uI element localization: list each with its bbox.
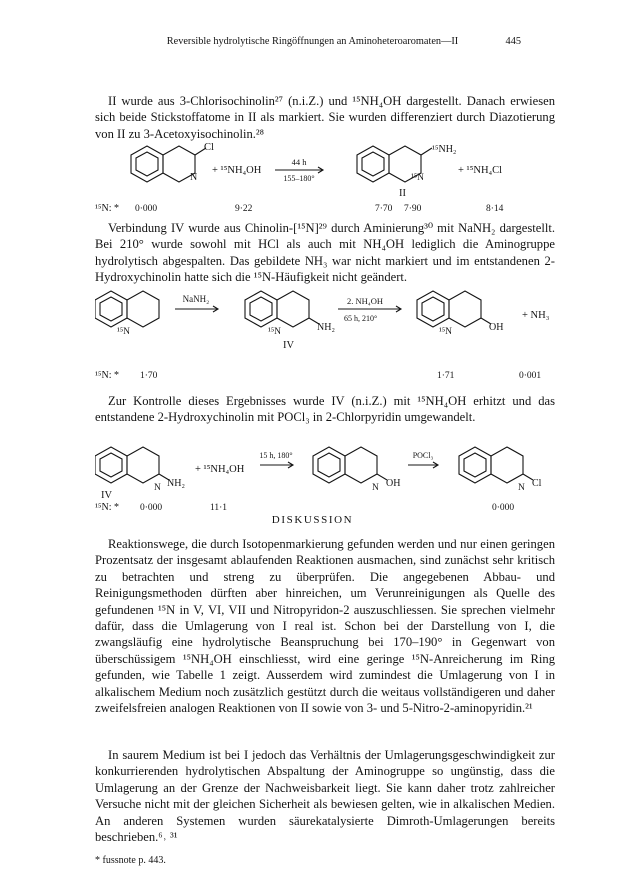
- ring-15n-label: ¹⁵N: [439, 327, 453, 337]
- paragraph-1: II wurde aus 3-Chlorisochinolin²⁷ (n.i.Z.) und ¹⁵NH₄OH dargestellt. Danach erwiesen sich beide Stickstoffatome in II als markiert. Sie wurden differenziert durch Diazotierung von II zu 3-Acetoxyisochinolin.²⁸: [95, 94, 555, 141]
- arrow-reagent-pocl3: POCl₃: [412, 451, 434, 460]
- arrow-condition-bottom: 155–180°: [283, 174, 315, 183]
- n15-value: 0·000: [135, 204, 158, 214]
- arrow-conditions: 15 h, 180°: [259, 451, 293, 460]
- n15-row-label: ¹⁵N: *: [95, 203, 119, 214]
- paragraph-5: In saurem Medium ist bei I jedoch das Verhältnis der Umlagerungsgeschwindigkeit zur konkurrierenden hydrolytischen Abspaltung der Aminogruppe so ungünstig, dass die Umlagerung an der Grenze der Nachweisbarkeit liegt. Sie kann daher trotz zahlreicher Versuche nicht mit der gleichen Sicherheit als bewiesen gelten, wie in alkalischen Medien. An anderen Systemen wurden säurekatalysierte Dimroth-Umlagerungen bereits beschrieben.⁶˒ ³¹: [95, 748, 555, 845]
- ring-n-label: N: [518, 483, 525, 493]
- ring-n-label: N: [372, 483, 379, 493]
- ring-15n-label: ¹⁵N: [268, 327, 282, 337]
- compound-label-ii: II: [399, 188, 406, 199]
- reaction-scheme-2: [95, 288, 565, 386]
- arrow-step-2: 2. NH₄OH: [347, 296, 384, 306]
- compound-label-iv: IV: [101, 490, 113, 501]
- reagent-nh4oh: + ¹⁵NH₄OH: [212, 165, 262, 176]
- reaction-scheme-1: [95, 142, 565, 214]
- paragraph-4: Reaktionswege, die durch Isotopenmarkierung gefunden werden und nur einen geringen Prozentsatz der insgesamt ablaufenden Reaktionen ausmachen, sind zunächst sehr kritisch zu betrachten und streng zu überprüfen. Die angegebenen Abbau- und Reinigungsmethoden dürften aber hinreichen, um Verunreinigungen als Quelle des gefundenen ¹⁵N in V, VI, VII und Nitropyridon-2 auszuschliessen. Sie sprechen vielmehr dafür, dass die Umlagerung von I real ist. Schon bei der Darstellung von I, die zwangsläufig eine hydrolytische Beanspruchung bei 170–190° in Gegenwart von überschüssigem ¹⁵NH₄OH einschliesst, wird eine geringe ¹⁵N-Anreicherung im Ring gefunden, wie Tabelle 1 zeigt. Ausserdem wird zumindest die Umlagerung von I in alkalischem Medium noch zusätzlich gestützt durch die weitaus vollständigeren und daher zweifelsfreien analogen Reaktionen von II sowie von 3- und 5-Nitro-2-aminopyridin.²¹: [95, 537, 555, 716]
- running-title: Reversible hydrolytische Ringöffnungen an Aminoheteroaromaten—II: [166, 36, 459, 47]
- substituent-nh2: NH₂: [167, 478, 185, 489]
- quinoline-pyridine-ring: [127, 291, 159, 327]
- n15-row-label: ¹⁵N: *: [95, 370, 119, 381]
- byproduct-nh3: + NH₃: [522, 310, 550, 321]
- hydroxyquinoline-pyridine-ring: [345, 447, 377, 483]
- n15-value: 7·90: [404, 204, 422, 214]
- ring-n-label: N: [154, 483, 161, 493]
- aminoquinoline-pyridine-ring: [127, 447, 159, 483]
- n15-row-label: ¹⁵N: *: [95, 502, 119, 512]
- n15-value: 0·000: [140, 503, 163, 512]
- substituent-15nh2: ¹⁵NH₂: [432, 144, 457, 155]
- n15-value: 1·70: [140, 371, 158, 381]
- compound-label-iv: IV: [283, 340, 295, 351]
- substituent-cl: Cl: [532, 478, 542, 489]
- paragraph-2: Verbindung IV wurde aus Chinolin-[¹⁵N]²⁹ durch Aminierung³⁰ mit NaNH₂ dargestellt. Bei 210° wurde sowohl mit HCl als auch mit NH₄OH lediglich die Aminogruppe hydrolytisch abgespalten. Das gebildete NH₃ war nicht markiert und im entstandenen 2-Hydroxychinolin hatte sich die ¹⁵N-Häufigkeit nicht geändert.: [95, 221, 555, 285]
- ring-n-label: N: [190, 172, 198, 183]
- substituent-nh2: NH₂: [317, 322, 335, 333]
- n15-value: 0·000: [492, 503, 515, 512]
- substituent-oh: OH: [489, 322, 504, 333]
- n15-value: 9·22: [235, 204, 253, 214]
- n15-value: 1·71: [437, 371, 455, 381]
- paragraph-3: Zur Kontrolle dieses Ergebnisses wurde IV (n.i.Z.) mit ¹⁵NH₄OH erhitzt und das entstandene 2-Hydroxychinolin mit POCl₃ in 2-Chlorpyridin umgewandelt.: [95, 394, 555, 425]
- reagent-nh4oh: + ¹⁵NH₄OH: [195, 464, 245, 475]
- aminoquinoline-pyridine-ring: [277, 291, 309, 327]
- arrow-conditions: 65 h, 210°: [344, 314, 378, 323]
- footnote: * fussnote p. 443.: [95, 855, 166, 866]
- n15-value: 8·14: [486, 204, 504, 214]
- section-heading: DISKUSSION: [271, 514, 354, 526]
- ring-15n-label: ¹⁵N: [117, 327, 131, 337]
- page-number: 445: [505, 36, 521, 47]
- n15-value: 11·1: [210, 503, 228, 512]
- hydroxyquinoline-pyridine-ring: [449, 291, 481, 327]
- arrow-reagent-nanh2: NaNH₂: [182, 294, 210, 304]
- n15-value: 7·70: [375, 204, 393, 214]
- chloroquinoline-pyridine-ring: [491, 447, 523, 483]
- reaction-scheme-3: [95, 444, 565, 512]
- arrow-condition-top: 44 h: [291, 157, 307, 167]
- substituent-cl: Cl: [204, 142, 214, 153]
- byproduct-nh4cl: + ¹⁵NH₄Cl: [458, 165, 503, 176]
- ring-15n-label: ¹⁵N: [411, 173, 425, 183]
- n15-value: 0·001: [519, 371, 542, 381]
- substituent-oh: OH: [386, 478, 401, 489]
